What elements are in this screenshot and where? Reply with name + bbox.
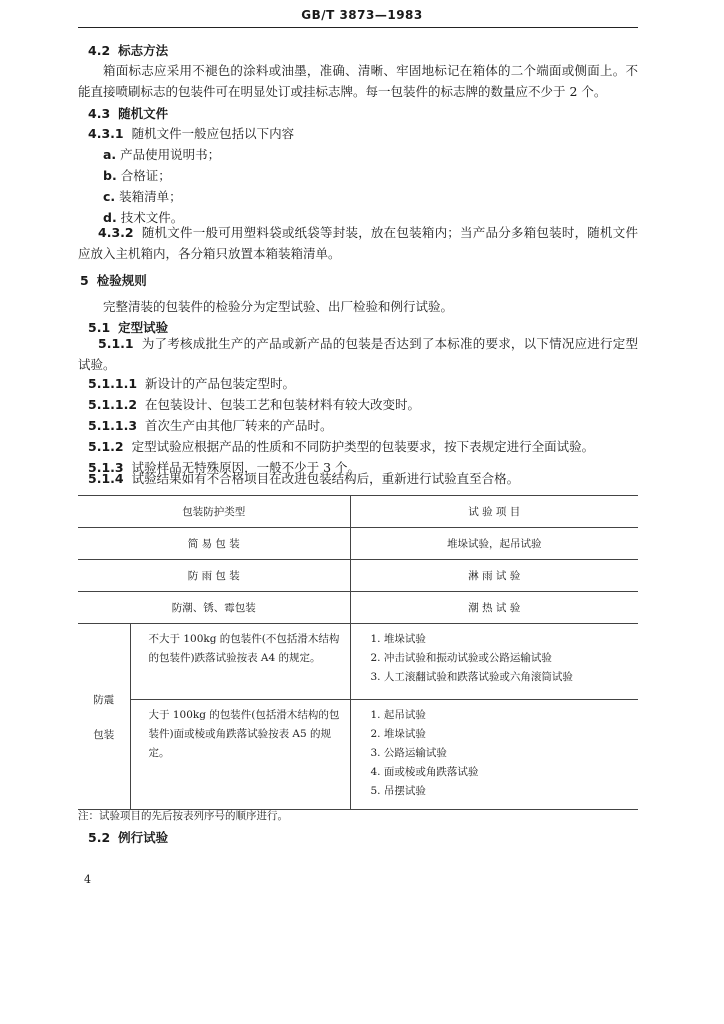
section-5-2-heading: [88, 828, 168, 846]
shock-sub-items: [350, 700, 638, 810]
list-label: d.: [103, 210, 117, 225]
list-text: 装箱清单；: [119, 189, 182, 204]
standard-header: GB/T 3873—1983: [301, 8, 423, 22]
section-4-2-text: 箱面标志应采用不褪色的涂料或油墨，准确、清晰、牢固地标记在箱体的二个端面或侧面上。不能直接喷刷标志的包装件可在明显处订或挂标志牌。每一包装件的标志牌的数量应不少于 2 个。: [78, 63, 638, 99]
test-item: 1. 堆垛试验: [370, 633, 426, 645]
test-item: 5. 吊摆试验: [370, 785, 426, 797]
clause-number: 5.1.2: [88, 439, 124, 454]
test-items-cell: 淋 雨 试 验: [350, 560, 638, 592]
clause-number: 4.3.2: [98, 225, 134, 240]
clause-number: 5.1.4: [88, 471, 124, 486]
table-row: [78, 528, 638, 560]
test-items-table: [78, 495, 638, 810]
section-number: 4.3: [88, 106, 111, 121]
clause-4-3-1: [88, 124, 294, 142]
clause-number: 5.1.1.1: [88, 376, 138, 391]
clause-4-3-2: [78, 222, 638, 264]
list-text: 合格证；: [120, 168, 171, 183]
clause-number: 5.1.1.3: [88, 418, 138, 433]
clause-number: 4.3.1: [88, 126, 124, 141]
section-number: 5.1: [88, 320, 111, 335]
shock-sub-items: [350, 624, 638, 700]
chapter-5-intro: 完整清装的包装件的检验分为定型试验、出厂检验和例行试验。: [103, 299, 454, 314]
list-label: c.: [103, 189, 116, 204]
list-label: a.: [103, 147, 117, 162]
test-item: 3. 人工滚翻试验和跌落试验或六角滚筒试验: [370, 671, 573, 683]
shock-sub-desc: 不大于 100kg 的包装件(不包括滑木结构的包装件)跌落试验按表 A4 的规定。: [130, 624, 350, 700]
clause-5-1-1-1: [88, 374, 295, 392]
section-title: 例行试验: [118, 830, 169, 845]
clause-text: 随机文件一般应包括以下内容: [131, 126, 295, 141]
section-4-3-heading: [88, 104, 168, 122]
table-header-row: [78, 496, 638, 528]
table-row: [78, 560, 638, 592]
test-item: 3. 公路运输试验: [370, 747, 447, 759]
list-item: [103, 145, 220, 163]
clause-number: 5.1.1.2: [88, 397, 138, 412]
shock-label-line: 包装: [93, 728, 115, 741]
clause-text: 为了考核成批生产的产品或新产品的包装是否达到了本标准的要求，以下情况应进行定型试验。: [78, 336, 638, 372]
clause-text: 定型试验应根据产品的性质和不同防护类型的包装要求，按下表规定进行全面试验。: [131, 439, 595, 454]
section-4-2-heading: [88, 41, 168, 59]
test-item: 1. 起吊试验: [370, 709, 426, 721]
clause-text: 新设计的产品包装定型时。: [145, 376, 296, 391]
table-row: [78, 592, 638, 624]
section-title: 定型试验: [118, 320, 169, 335]
clause-5-1-1-2: [88, 395, 420, 413]
test-item: 2. 冲击试验和振动试验或公路运输试验: [370, 652, 552, 664]
test-items-cell: 潮 热 试 验: [350, 592, 638, 624]
clause-5-1-4: [88, 469, 519, 487]
section-number: 5.2: [88, 830, 111, 845]
test-items-cell: 堆垛试验，起吊试验: [350, 528, 638, 560]
page-number: 4: [84, 873, 91, 886]
clause-text: 试验样品无特殊原因，一般不少于 3 个。: [131, 460, 360, 475]
clause-text: 在包装设计、包装工艺和包装材料有较大改变时。: [145, 397, 421, 412]
list-item: [103, 166, 171, 184]
table-row: [78, 624, 638, 700]
chapter-5-heading: [80, 271, 147, 289]
table-row: [78, 700, 638, 810]
list-text: 技术文件。: [120, 210, 184, 225]
clause-5-1-2: [88, 437, 594, 455]
protection-type-cell: 防 雨 包 装: [78, 560, 350, 592]
clause-text: 首次生产由其他厂转来的产品时。: [145, 418, 333, 433]
clause-5-1-1-3: [88, 416, 333, 434]
list-label: b.: [103, 168, 117, 183]
clause-number: 5.1.3: [88, 460, 124, 475]
test-item: 4. 面或棱或角跌落试验: [370, 766, 479, 778]
list-text: 产品使用说明书；: [120, 147, 221, 162]
clause-number: 5.1.1: [98, 336, 134, 351]
header-test-items: 试 验 项 目: [350, 496, 638, 528]
shock-sub-desc: 大于 100kg 的包装件(包括滑木结构的包装件)面或棱或角跌落试验按表 A5 的规定。: [130, 700, 350, 810]
shock-label-line: 防震: [93, 693, 115, 706]
clause-text: 试验结果如有不合格项目在改进包装结构后，重新进行试验直至合格。: [131, 471, 520, 486]
chapter-title: 检验规则: [96, 273, 147, 288]
protection-type-cell: 简 易 包 装: [78, 528, 350, 560]
table-note: 注：试验项目的先后按表列序号的顺序进行。: [78, 810, 288, 822]
shock-protection-label: [78, 624, 130, 810]
chapter-number: 5: [80, 273, 89, 288]
clause-text: 随机文件一般可用塑料袋或纸袋等封装，放在包装箱内；当产品分多箱包装时，随机文件应放入主机箱内，各分箱只放置本箱装箱清单。: [78, 225, 638, 261]
clause-5-1-1: [78, 333, 638, 375]
header-rule: [78, 27, 638, 28]
protection-type-cell: 防潮、锈、霉包装: [78, 592, 350, 624]
header-protection-type: 包装防护类型: [78, 496, 350, 528]
test-item: 2. 堆垛试验: [370, 728, 426, 740]
section-title: 标志方法: [118, 43, 169, 58]
section-number: 4.2: [88, 43, 111, 58]
list-item: [103, 187, 182, 205]
section-title: 随机文件: [118, 106, 169, 121]
